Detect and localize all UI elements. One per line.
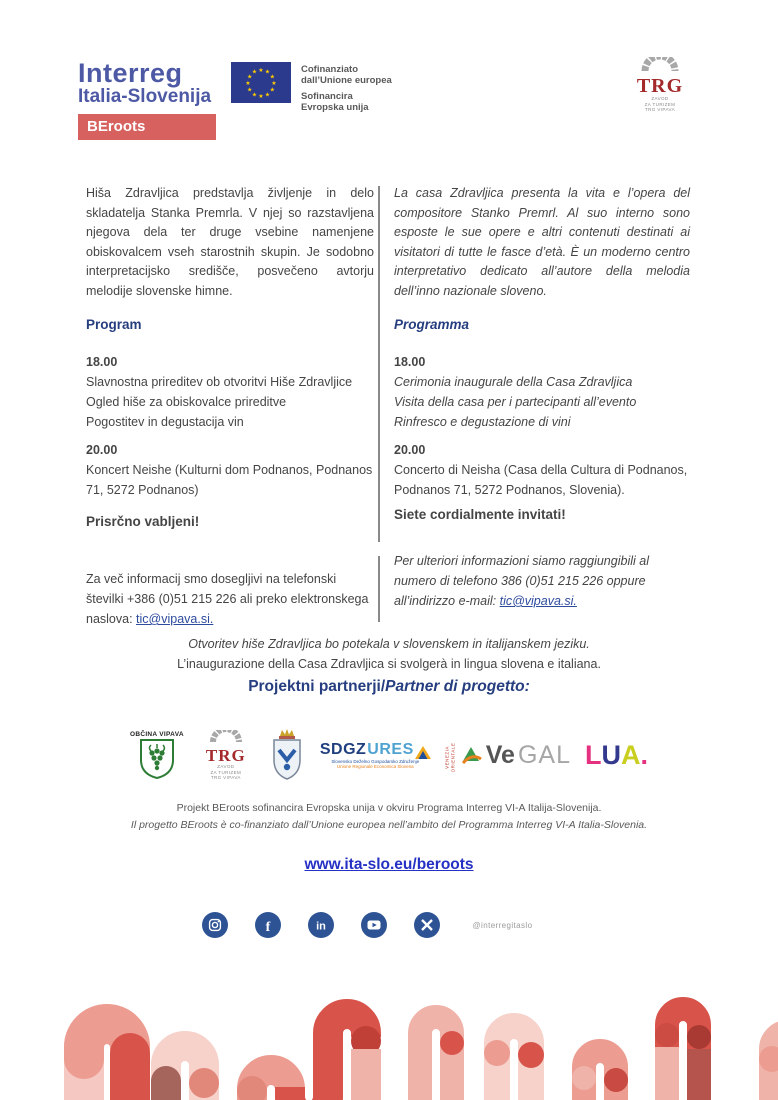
email-link-sl[interactable]: tic@vipava.si. bbox=[136, 612, 214, 626]
municipality-coat-of-arms-logo bbox=[268, 729, 306, 781]
cofinance-footer bbox=[0, 800, 778, 834]
svg-text:★: ★ bbox=[258, 68, 264, 74]
venezia-text: VENEZIA bbox=[444, 746, 450, 769]
svg-text:f: f bbox=[265, 920, 270, 935]
program-heading-sl: Program bbox=[86, 317, 142, 332]
vegal-mark-icon bbox=[459, 743, 483, 767]
program-slot-20-sl bbox=[86, 440, 374, 500]
svg-text:★: ★ bbox=[251, 69, 258, 76]
program-slot-18-sl bbox=[86, 352, 374, 432]
trg-arch-icon bbox=[640, 57, 680, 71]
interreg-program-text: Italia-Slovenija bbox=[78, 86, 212, 107]
orientale-text: ORIENTALE bbox=[449, 742, 455, 773]
partners-heading bbox=[0, 678, 778, 696]
social-row bbox=[0, 912, 756, 938]
lua-letter-u: U bbox=[601, 739, 621, 770]
slot-line: Cerimonia inaugurale della Casa Zdravljica bbox=[394, 375, 633, 389]
column-divider-bottom bbox=[378, 556, 380, 622]
language-note-it: L’inaugurazione della Casa Zdravljica si svolgerà in lingua slovena e italiana. bbox=[177, 657, 601, 671]
venezia-orientale-label bbox=[445, 735, 456, 775]
language-note bbox=[0, 634, 778, 674]
lua-logo bbox=[585, 740, 648, 771]
trg-caption-line2: ZA TURIZEM bbox=[210, 769, 242, 775]
interreg-brand-text: Interreg bbox=[78, 58, 183, 88]
svg-text:★: ★ bbox=[269, 87, 275, 94]
svg-text:★: ★ bbox=[251, 92, 258, 99]
slot-line: Slavnostna prireditev ob otvoritvi Hiše Zdravljice bbox=[86, 375, 353, 389]
slovenian-column bbox=[86, 184, 374, 629]
contact-text-it: Per ulteriori informazioni siamo raggiungibili al numero di telefono 386 (0)51 215 226 oppure all’indirizzo e-mail: bbox=[394, 554, 649, 608]
partners-heading-sl: Projektni partnerji/ bbox=[248, 678, 386, 695]
contact-info-it bbox=[394, 551, 690, 611]
sdgz-ures-logo bbox=[320, 741, 431, 770]
cofinance-footer-it: Il progetto BEroots è co-finanziato dall’Unione europea nell’ambito del Programma Interreg VI-A Italia-Slovenia. bbox=[130, 819, 648, 831]
youtube-icon[interactable] bbox=[361, 912, 387, 938]
cofinance-it-line2: dall’Unione europea bbox=[301, 75, 392, 86]
program-slot-20-it bbox=[394, 440, 690, 500]
facebook-icon[interactable] bbox=[255, 912, 281, 938]
svg-text:★: ★ bbox=[271, 81, 277, 87]
sdgz-caption-sl: Slovensko Deželno Gospodarsko Združenje bbox=[331, 758, 420, 764]
svg-text:★: ★ bbox=[258, 94, 264, 100]
svg-text:★: ★ bbox=[264, 92, 271, 99]
cofinance-sl-line1: Sofinancira bbox=[301, 91, 353, 102]
lua-letter-a: A bbox=[620, 739, 641, 770]
slot-line: Visita della casa per i partecipanti all’evento bbox=[394, 395, 637, 409]
sdgz-caption-it: Unione Regionale Economica Slovena bbox=[336, 764, 414, 769]
lua-letter-l: L bbox=[584, 739, 602, 770]
interreg-logo bbox=[78, 60, 230, 140]
website-row bbox=[0, 856, 778, 874]
intro-paragraph-sl: Hiša Zdravljica predstavlja življenje in delo skladatelja Stanka Premrla. V njej so razstavljena njegova dela ter druge vsebine namenjene obiskovalcem vseh starostnih skupin. Je sodobno interpretacijsko središče, posvečeno avtorju melodije slovenske himne. bbox=[86, 186, 374, 298]
trg-name: TRG bbox=[636, 75, 684, 97]
slot-time: 18.00 bbox=[394, 355, 426, 369]
vegal-ve-text: Ve bbox=[485, 740, 515, 769]
beroots-badge: BEroots bbox=[78, 114, 216, 140]
cofinance-it-line1: Cofinanziato bbox=[301, 64, 358, 75]
vegal-logo bbox=[445, 735, 571, 775]
lua-dot: . bbox=[640, 739, 648, 770]
trg-caption-line3: TRG VIPAVA bbox=[644, 107, 675, 112]
closing-invitation-sl: Prisrčno vabljeni! bbox=[86, 514, 200, 529]
slot-time: 18.00 bbox=[86, 355, 118, 369]
trg-tourism-logo bbox=[627, 57, 693, 113]
vipava-coat-of-arms-icon bbox=[139, 739, 175, 779]
eu-flag-icon bbox=[231, 62, 291, 103]
ures-name: URES bbox=[367, 740, 414, 758]
intro-paragraph-it: La casa Zdravljica presenta la vita e l’opera del compositore Stanko Premrl. Al suo interno sono esposte le sue opere e altri contenuti destinati ai visitatori di tutte le fasce d’età. È un moderno centro interpretativo dedicato all’autore della melodia dell’inno nazionale sloveno. bbox=[394, 186, 690, 298]
x-twitter-icon[interactable] bbox=[414, 912, 440, 938]
closing-invitation-it: Siete cordialmente invitati! bbox=[394, 507, 566, 522]
vegal-gal-text: GAL bbox=[517, 740, 571, 769]
social-handle: @interregitaslo bbox=[472, 920, 533, 930]
trg-arch-icon bbox=[209, 730, 243, 742]
partners-heading-it: Partner di progetto: bbox=[385, 678, 530, 695]
program-heading-it: Programma bbox=[394, 317, 470, 332]
coat-of-arms-icon bbox=[268, 729, 306, 781]
trg-caption-line1: ZAVOD bbox=[217, 764, 235, 770]
vipava-municipality-logo bbox=[130, 731, 184, 779]
svg-text:in: in bbox=[315, 920, 326, 933]
svg-text:★: ★ bbox=[247, 87, 253, 94]
contact-info-sl bbox=[86, 569, 374, 629]
trg-partner-logo bbox=[198, 729, 254, 781]
svg-text:★: ★ bbox=[247, 74, 253, 81]
sdgz-name: SDGZ bbox=[319, 740, 367, 758]
contact-text-sl: Za več informacij smo dosegljivi na telefonski številki +386 (0)51 215 226 ali preko elektronskega naslova: bbox=[86, 572, 369, 626]
svg-text:★: ★ bbox=[269, 74, 275, 81]
instagram-icon[interactable] bbox=[202, 912, 228, 938]
email-link-it[interactable]: tic@vipava.si. bbox=[499, 594, 577, 608]
project-website-link[interactable]: www.ita-slo.eu/beroots bbox=[304, 856, 474, 873]
slot-time: 20.00 bbox=[86, 443, 118, 457]
slot-line: Rinfresco e degustazione di vini bbox=[394, 415, 571, 429]
sdgz-triangle-icon bbox=[415, 746, 431, 759]
trg-caption-line3: TRG VIPAVA bbox=[210, 775, 241, 781]
slot-line: Pogostitev in degustacija vin bbox=[86, 415, 244, 429]
trg-name: TRG bbox=[205, 746, 246, 766]
slot-line: Koncert Neishe (Kulturni dom Podnanos, Podnanos 71, 5272 Podnanos) bbox=[86, 463, 373, 497]
eu-cofinance-text bbox=[301, 64, 392, 118]
roots-decoration bbox=[0, 985, 778, 1100]
slot-time: 20.00 bbox=[394, 443, 426, 457]
trg-caption-line2: ZA TURIZEM bbox=[644, 101, 676, 107]
svg-text:★: ★ bbox=[245, 81, 251, 87]
column-divider-top bbox=[378, 186, 380, 542]
slot-line: Concerto di Neisha (Casa della Cultura di Podnanos, Podnanos 71, 5272 Podnanos, Slovenia). bbox=[394, 463, 688, 497]
vipava-caption: OBČINA VIPAVA bbox=[129, 731, 184, 738]
svg-text:★: ★ bbox=[264, 69, 271, 76]
cofinance-footer-sl: Projekt BEroots sofinancira Evropska unija v okviru Programa Interreg VI-A Italija-Slovenija. bbox=[176, 802, 602, 814]
italian-column bbox=[394, 184, 690, 611]
linkedin-icon[interactable] bbox=[308, 912, 334, 938]
program-slot-18-it bbox=[394, 352, 690, 432]
language-note-sl: Otvoritev hiše Zdravljica bo potekala v slovenskem in italijanskem jeziku. bbox=[188, 637, 590, 651]
partner-logos-row bbox=[0, 722, 778, 788]
trg-caption-line1: ZAVOD bbox=[651, 96, 669, 101]
slot-line: Ogled hiše za obiskovalce prireditve bbox=[86, 395, 287, 409]
cofinance-sl-line2: Evropska unija bbox=[301, 102, 369, 113]
